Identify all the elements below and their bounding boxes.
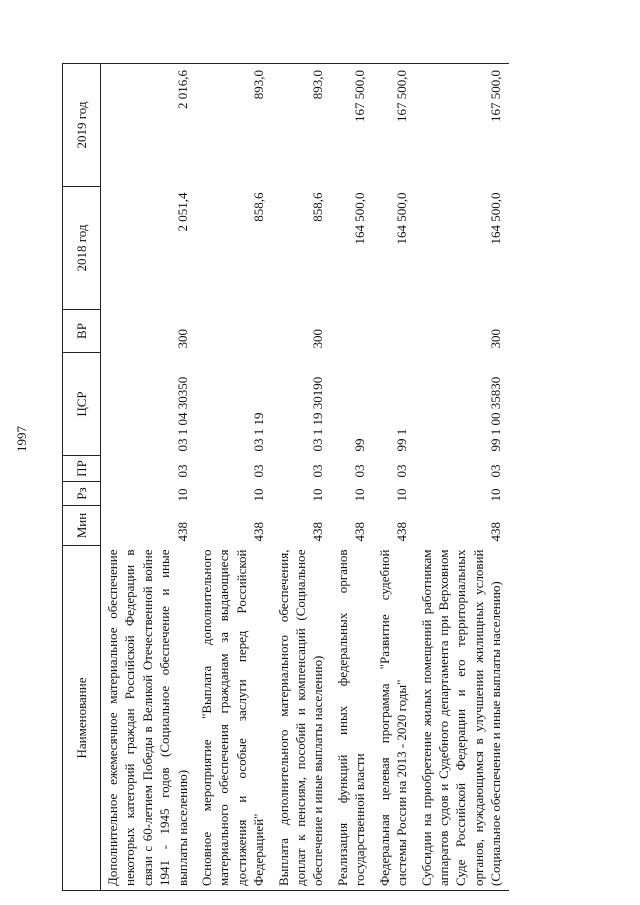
budget-table bbox=[62, 63, 509, 891]
row-csr: 99 bbox=[352, 438, 368, 452]
row-pr: 03 bbox=[488, 464, 504, 478]
row-min: 438 bbox=[174, 522, 190, 542]
row-2019: 167 500,0 bbox=[415, 64, 509, 187]
row-min: 438 bbox=[488, 522, 504, 542]
row-name: Основное мероприятие "Выплата дополнительного материального обеспечения гражданам за выдающиеся достижения и особые заслуги перед Российской Федерацией" bbox=[195, 546, 272, 891]
page-number: 1997 bbox=[14, 426, 29, 452]
header-pr: ПР bbox=[63, 456, 101, 482]
row-2018: 2 051,4 bbox=[174, 192, 190, 232]
row-pr: 03 bbox=[310, 464, 326, 478]
header-min: Мин bbox=[63, 506, 101, 546]
row-2018: 164 500,0 bbox=[352, 192, 368, 245]
row-2018: 858,6 bbox=[251, 192, 267, 222]
table-row bbox=[331, 64, 373, 891]
table-row bbox=[415, 64, 509, 891]
row-vr bbox=[331, 310, 373, 353]
row-2018: 164 500,0 bbox=[394, 192, 410, 245]
row-vr: 300 bbox=[174, 329, 190, 349]
row-pr: 03 bbox=[174, 464, 190, 478]
row-min: 438 bbox=[352, 522, 368, 542]
row-vr: 300 bbox=[488, 329, 504, 349]
row-csr: 03 1 19 bbox=[251, 412, 267, 452]
row-name: Реализация функций иных федеральных органов государственной власти bbox=[331, 546, 373, 891]
row-csr: 03 1 19 30190 bbox=[310, 376, 326, 452]
row-csr: 03 1 04 30350 bbox=[174, 376, 190, 452]
table-row bbox=[373, 64, 415, 891]
row-pr: 03 bbox=[352, 464, 368, 478]
header-2019: 2019 год bbox=[63, 64, 101, 187]
header-vr: ВР bbox=[63, 310, 101, 353]
header-rz: Рз bbox=[63, 482, 101, 506]
row-name: Дополнительное ежемесячное материальное обеспечение некоторых категорий граждан Российской Федерации в связи с 60-летием Победы в Великой Отечественной войне 1941 - 1945 годов (Социальное обеспечение и иные выплаты населению) bbox=[101, 546, 196, 891]
row-2019: 893,0 bbox=[195, 64, 272, 187]
row-csr: 99 1 bbox=[394, 428, 410, 452]
rotated-table-area bbox=[62, 64, 592, 891]
row-vr: 300 bbox=[310, 329, 326, 349]
row-name: Федеральная целевая программа "Развитие судебной системы России на 2013 - 2020 годы" bbox=[373, 546, 415, 891]
row-rz: 10 bbox=[251, 488, 267, 502]
header-2018: 2018 год bbox=[63, 187, 101, 310]
row-2019: 167 500,0 bbox=[373, 64, 415, 187]
row-min: 438 bbox=[310, 522, 326, 542]
row-2019: 167 500,0 bbox=[331, 64, 373, 187]
table-row bbox=[101, 64, 196, 891]
row-min: 438 bbox=[251, 522, 267, 542]
row-vr bbox=[373, 310, 415, 353]
row-rz: 10 bbox=[174, 488, 190, 502]
row-name: Выплата дополнительного материального обеспечения, доплат к пенсиям, пособий и компенсаций (Социальное обеспечение и иные выплаты населению) bbox=[272, 546, 331, 891]
row-rz: 10 bbox=[488, 488, 504, 502]
row-rz: 10 bbox=[352, 488, 368, 502]
table-row bbox=[195, 64, 272, 891]
row-name: Субсидии на приобретение жилых помещений работникам аппаратов судов и Судебного департамента при Верховном Суде Российской Федерации и его территориальных органов, нуждающимся в улучшении жилищных условий (Социальное обеспечение и иные выплаты населению) bbox=[415, 546, 509, 891]
row-rz: 10 bbox=[310, 488, 326, 502]
row-pr: 03 bbox=[394, 464, 410, 478]
row-rz: 10 bbox=[394, 488, 410, 502]
row-2018: 858,6 bbox=[310, 192, 326, 222]
table-header-row bbox=[63, 64, 101, 891]
row-vr bbox=[195, 310, 272, 353]
row-2019: 893,0 bbox=[272, 64, 331, 187]
table-row bbox=[272, 64, 331, 891]
row-pr: 03 bbox=[251, 464, 267, 478]
header-csr: ЦСР bbox=[63, 353, 101, 456]
row-2018: 164 500,0 bbox=[488, 192, 504, 245]
row-min: 438 bbox=[394, 522, 410, 542]
row-csr: 99 1 00 35830 bbox=[488, 376, 504, 452]
header-name: Наименование bbox=[63, 546, 101, 891]
row-2019: 2 016,6 bbox=[101, 64, 196, 187]
